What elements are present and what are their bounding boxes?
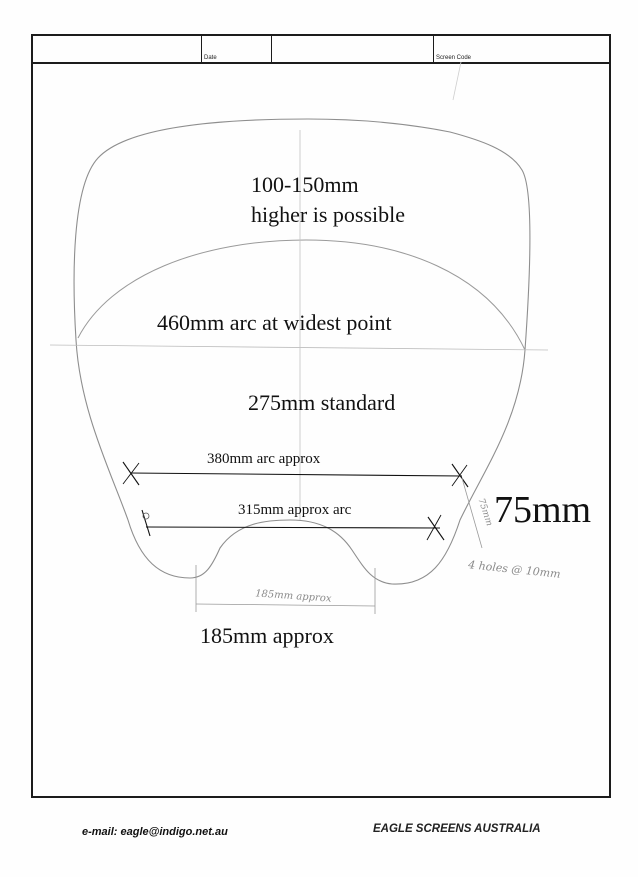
notch-width-label: 185mm approx xyxy=(200,623,334,648)
footer-email: e-mail: eagle@indigo.net.au xyxy=(82,826,228,838)
pencil-stroke xyxy=(453,62,461,100)
footer-brand: EAGLE SCREENS AUSTRALIA xyxy=(373,823,541,835)
upper-hole-line xyxy=(130,473,462,476)
holes-hand-note: 4 holes @ 10mm xyxy=(467,558,562,581)
notch-dimension-line xyxy=(196,604,375,606)
screen-code-label: Screen Code xyxy=(436,55,472,61)
side-height-label: 75mm xyxy=(494,489,592,531)
arc-width-label: 460mm arc at widest point xyxy=(157,310,392,335)
height-note: 100-150mm xyxy=(251,172,359,197)
lower-hole-line xyxy=(146,527,440,528)
widest-point-line xyxy=(50,345,548,350)
side-hand-note: 75mm xyxy=(475,497,494,528)
date-label: Date xyxy=(204,55,217,61)
lower-hole-mark-left xyxy=(142,510,150,536)
standard-height-label: 275mm standard xyxy=(248,390,396,415)
upper-hole-arc-label: 380mm arc approx xyxy=(207,451,321,467)
lower-hole-arc-label: 315mm approx arc xyxy=(238,502,352,518)
height-note-2: higher is possible xyxy=(251,202,405,227)
notch-hand-note: 185mm approx xyxy=(254,588,332,605)
